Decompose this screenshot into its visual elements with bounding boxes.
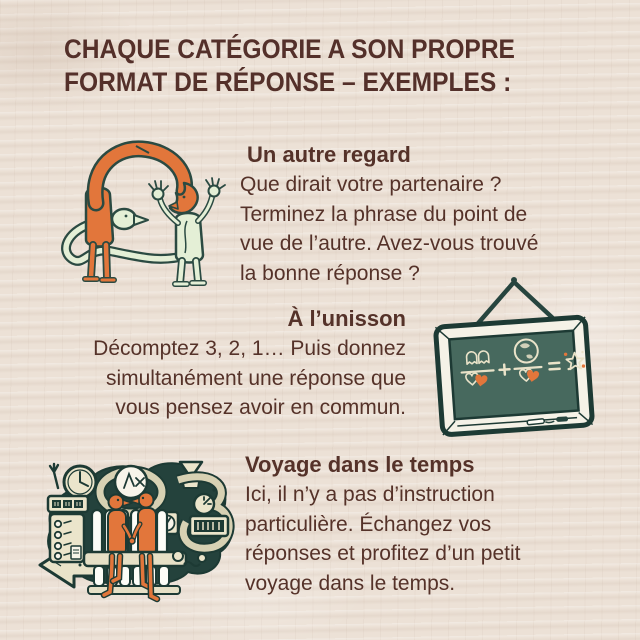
title-line-2: FORMAT DE RÉPONSE – EXEMPLES : xyxy=(64,67,512,97)
section-heading: Un autre regard xyxy=(247,142,411,167)
body-line: Ici, il n’y a pas d’instruction xyxy=(245,483,495,506)
head-swap-figures-illustration xyxy=(36,130,228,290)
section-heading: À l’unisson xyxy=(287,306,406,331)
section-un-autre-regard xyxy=(240,142,538,288)
chalkboard-icon xyxy=(424,274,602,444)
body-line: la bonne réponse ? xyxy=(240,261,420,285)
body-line: particulière. Échangez vos xyxy=(245,512,492,536)
section-voyage-dans-le-temps xyxy=(245,452,521,598)
body-line: simultanément une réponse que xyxy=(105,366,406,390)
title-line-1: CHAQUE CATÉGORIE A SON PROPRE xyxy=(64,34,515,64)
section-heading: Voyage dans le temps xyxy=(245,452,475,477)
body-line: voyage dans le temps. xyxy=(245,571,456,595)
body-line: vue de l’autre. Avez-vous trouvé xyxy=(240,232,539,255)
body-line: Que dirait votre partenaire ? xyxy=(240,173,502,196)
time-machine-illustration xyxy=(30,452,236,604)
body-line: Décomptez 3, 2, 1… Puis donnez xyxy=(93,337,406,360)
body-line: Terminez la phrase du point de xyxy=(240,202,528,226)
page-title xyxy=(64,33,515,99)
section-a-lunisson xyxy=(93,306,406,423)
time-machine-icon xyxy=(30,452,236,604)
two-figures-icon xyxy=(36,130,228,290)
body-line: vous pensez avoir en commun. xyxy=(115,396,406,419)
body-line: réponses et profitez d’un petit xyxy=(245,542,521,565)
chalkboard-illustration xyxy=(424,274,602,444)
